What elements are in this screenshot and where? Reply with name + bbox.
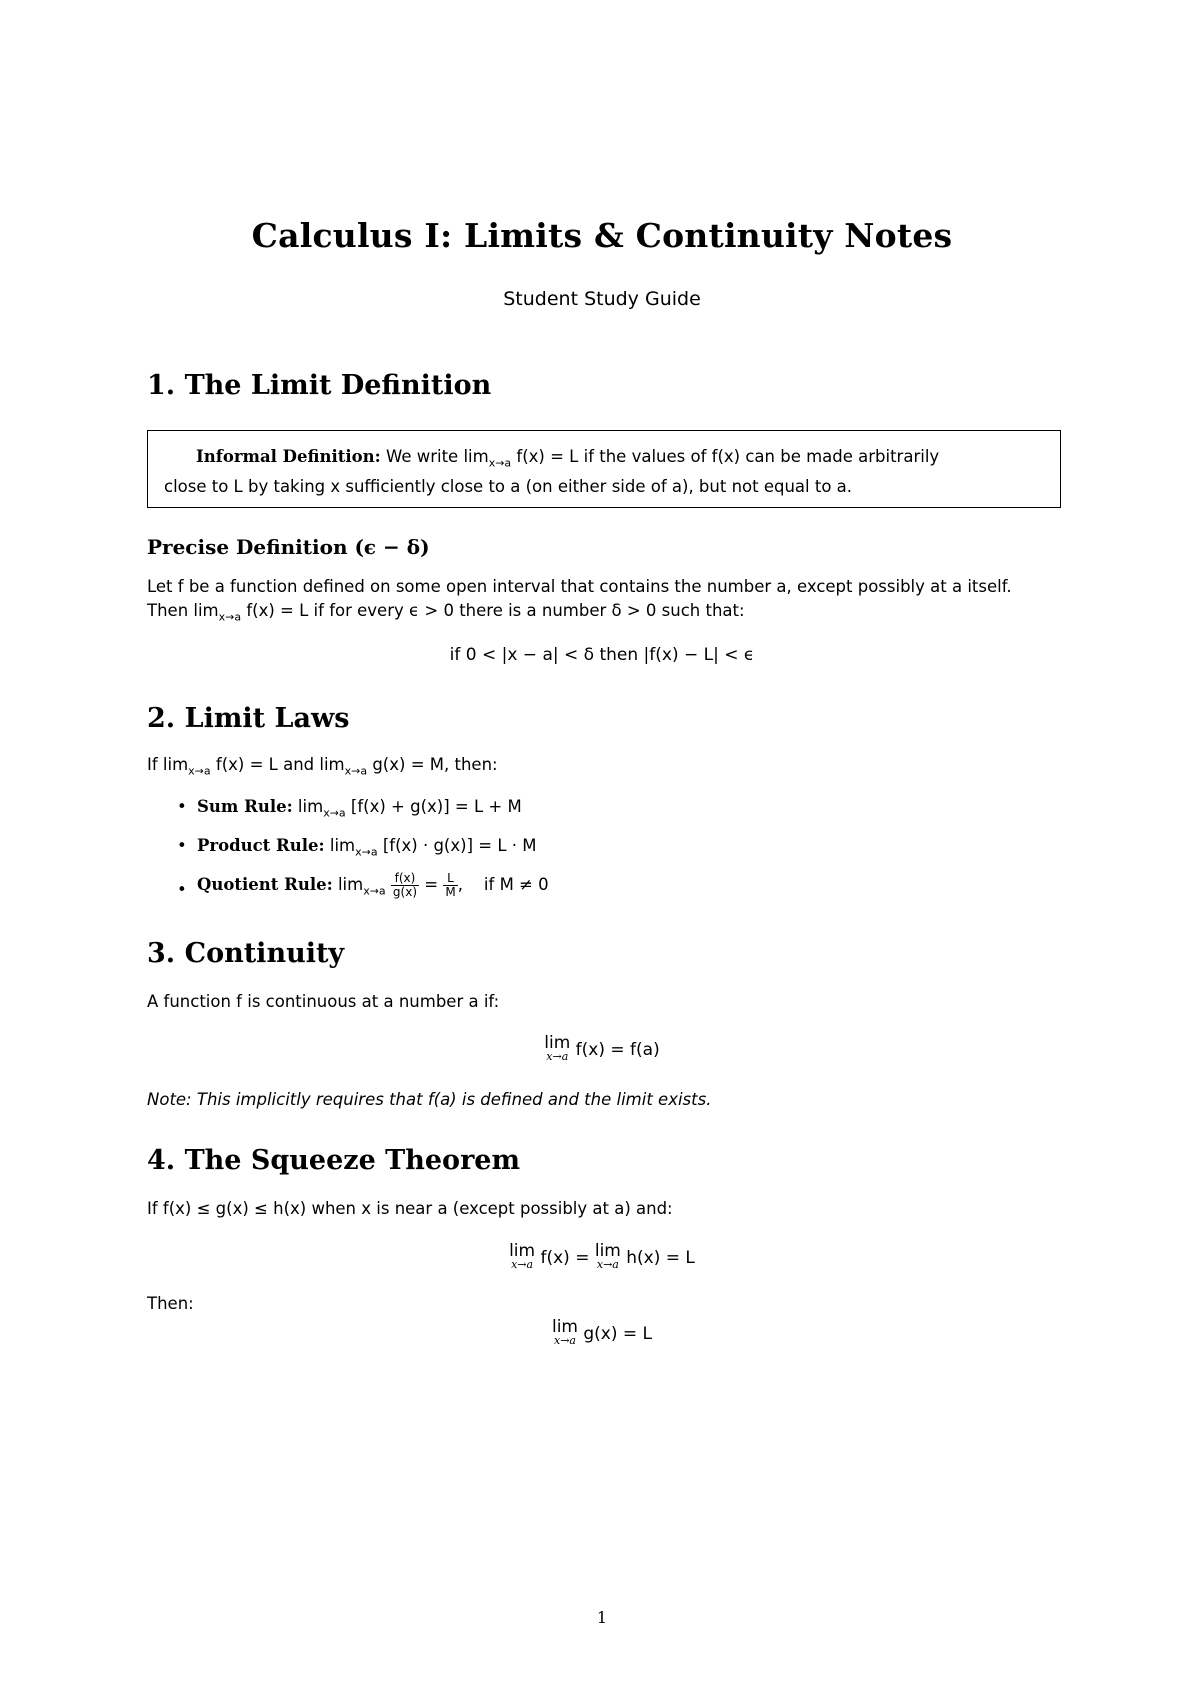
law-quotient-sub: x→a <box>363 884 386 898</box>
lim-sub: x→a <box>596 1258 619 1271</box>
continuity-note: Note: This implicitly requires that f(a) is defined and the limit exists. <box>147 1090 712 1109</box>
law-sum-formula: [f(x) + g(x)] = L + M <box>345 797 522 816</box>
document-page <box>147 0 1057 1696</box>
lim-text: lim <box>509 1241 536 1261</box>
precise-line-2b: f(x) = L if for every ϵ > 0 there is a number δ > 0 such that: <box>241 601 745 620</box>
precise-line-2-sub: x→a <box>218 610 242 624</box>
squeeze-intro: If f(x) ≤ g(x) ≤ h(x) when x is near a (except possibly at a) and: <box>147 1199 673 1218</box>
informal-sub: x→a <box>488 456 512 470</box>
precise-line-1: Let f be a function defined on some open interval that contains the number a, except possibly at a itself. <box>147 577 1012 596</box>
law-sum-label: Sum Rule: <box>197 797 293 816</box>
section-heading-continuity: 3. Continuity <box>147 938 345 969</box>
lim-text: lim <box>544 1033 571 1053</box>
continuity-intro: A function f is continuous at a number a if: <box>147 992 500 1011</box>
squeeze-formula-2-rest: g(x) = L <box>577 1324 653 1344</box>
epsilon-delta-formula: if 0 < |x − a| < δ then |f(x) − L| < ϵ <box>449 645 755 665</box>
informal-definition-label: Informal Definition: <box>196 447 381 466</box>
precise-definition-heading: Precise Definition (ϵ − δ) <box>147 535 430 559</box>
bullet-icon: • <box>177 836 187 855</box>
bullet-icon: • <box>177 797 187 816</box>
informal-text-1: We write lim <box>385 447 489 466</box>
law-product-lim: lim <box>324 836 356 855</box>
quotient-equals: = <box>419 875 444 894</box>
page-number: 1 <box>596 1608 608 1627</box>
section-heading-limit-definition: 1. The Limit Definition <box>147 370 492 401</box>
informal-text-2: f(x) = L if the values of f(x) can be made arbitrarily <box>511 447 940 466</box>
squeeze-formula-1b: h(x) = L <box>620 1248 695 1268</box>
law-sum-sub: x→a <box>323 806 346 820</box>
informal-definition-line-1 <box>164 445 1044 475</box>
laws-intro-c: g(x) = M, then: <box>367 755 498 774</box>
document-subtitle: Student Study Guide <box>503 288 701 310</box>
law-quotient-label: Quotient Rule: <box>197 875 333 894</box>
document-title: Calculus I: Limits & Continuity Notes <box>251 216 953 255</box>
section-heading-limit-laws: 2. Limit Laws <box>147 703 350 734</box>
bullet-icon: • <box>177 880 187 899</box>
lim-sub: x→a <box>511 1258 534 1271</box>
section-heading-squeeze-theorem: 4. The Squeeze Theorem <box>147 1145 521 1176</box>
lim-operator <box>544 1033 571 1064</box>
informal-definition-line-2: close to L by taking x sufficiently close to a (on either side of a), but not equal to a. <box>164 477 853 497</box>
law-product-sub: x→a <box>355 845 378 859</box>
continuity-formula-rest: f(x) = f(a) <box>570 1040 660 1060</box>
lim-text: lim <box>594 1241 621 1261</box>
lim-text: lim <box>551 1317 578 1337</box>
precise-line-2 <box>147 599 1057 629</box>
lim-sub: x→a <box>546 1050 569 1063</box>
squeeze-formula-1 <box>147 1241 1057 1272</box>
squeeze-formula-2 <box>147 1317 1057 1348</box>
lim-sub: x→a <box>553 1334 576 1347</box>
squeeze-then: Then: <box>147 1294 194 1313</box>
frac-fg-num: f(x) <box>391 872 419 886</box>
informal-definition-box <box>147 430 1061 508</box>
lim-operator <box>594 1241 621 1272</box>
laws-intro-sub2: x→a <box>344 764 368 778</box>
precise-definition-text <box>147 575 1057 629</box>
quotient-fraction-fg <box>391 872 419 899</box>
frac-lm-num: L <box>443 872 457 886</box>
laws-intro-a: If lim <box>147 755 189 774</box>
law-product-formula: [f(x) · g(x)] = L · M <box>377 836 537 855</box>
frac-lm-den: M <box>445 885 456 899</box>
squeeze-formula-1a: f(x) = <box>535 1248 595 1268</box>
lim-operator <box>551 1317 578 1348</box>
quotient-condition: , if M ≠ 0 <box>457 875 549 894</box>
continuity-formula <box>147 1033 1057 1064</box>
quotient-fraction-lm <box>443 872 457 899</box>
laws-intro-b: f(x) = L and lim <box>210 755 345 774</box>
limit-laws-intro <box>147 753 1057 783</box>
law-product-label: Product Rule: <box>197 836 325 855</box>
law-sum-lim: lim <box>292 797 324 816</box>
law-quotient-lim: lim <box>332 875 364 894</box>
frac-fg-den: g(x) <box>392 885 418 899</box>
lim-operator <box>509 1241 536 1272</box>
precise-line-2a: Then lim <box>147 601 219 620</box>
laws-intro-sub1: x→a <box>188 764 211 778</box>
